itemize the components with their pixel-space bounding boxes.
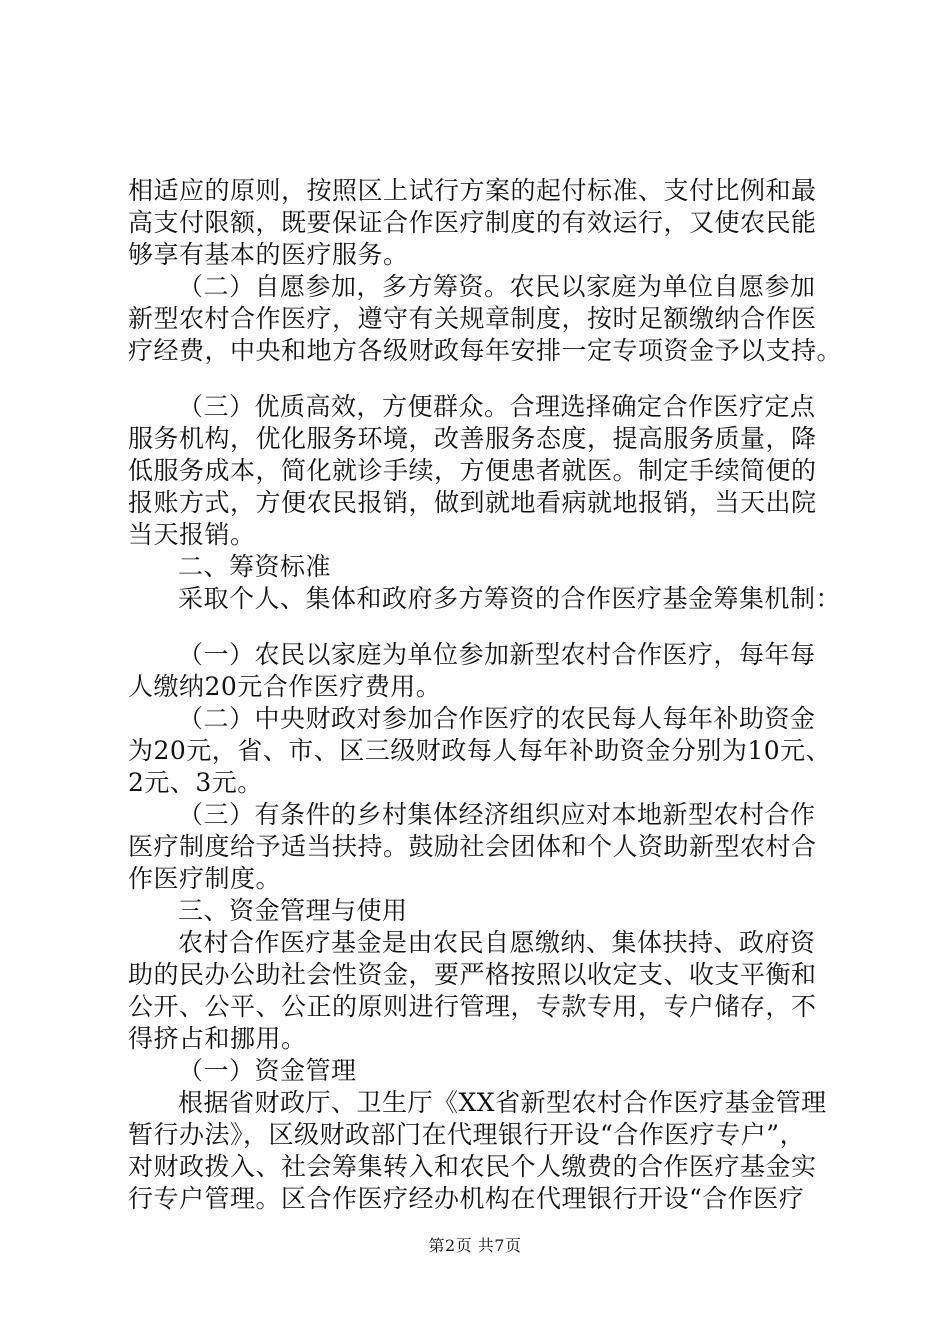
body-text-line: 暂行办法》，区级财政部门在代理银行开设“合作医疗专户”，	[128, 1120, 806, 1149]
paragraph-first-line: （一）农民以家庭为单位参加新型农村合作医疗，每年每	[178, 640, 816, 669]
body-text-line: 够享有基本的医疗服务。	[128, 240, 409, 269]
body-text-line: 疗经费，中央和地方各级财政每年安排一定专项资金予以支持。	[128, 336, 843, 365]
body-text-line: 服务机构，优化服务环境，改善服务态度，提高服务质量，降	[128, 424, 817, 453]
paragraph-first-line: 农村合作医疗基金是由农民自愿缴纳、集体扶持、政府资	[178, 928, 816, 957]
body-text-line: 作医疗制度。	[128, 864, 282, 893]
body-text-line: 为20元，省、市、区三级财政每人每年补助资金分别为10元、	[128, 736, 832, 765]
body-text-line: 高支付限额，既要保证合作医疗制度的有效运行，又使农民能	[128, 208, 817, 237]
body-text-line: 对财政拨入、社会筹集转入和农民个人缴费的合作医疗基金实	[128, 1152, 817, 1181]
paragraph-first-line: 采取个人、集体和政府多方筹资的合作医疗基金筹集机制：	[178, 584, 842, 613]
body-text-line: 新型农村合作医疗，遵守有关规章制度，按时足额缴纳合作医	[128, 304, 817, 333]
body-text-line: 助的民办公助社会性资金，要严格按照以收定支、收支平衡和	[128, 960, 817, 989]
subsection-heading: （一）资金管理	[178, 1056, 357, 1085]
paragraph-first-line: （二）自愿参加，多方筹资。农民以家庭为单位自愿参加	[178, 272, 816, 301]
paragraph-first-line: （三）有条件的乡村集体经济组织应对本地新型农村合作	[178, 800, 816, 829]
section-heading: 二、筹资标准	[178, 552, 332, 581]
body-text-line: 得挤占和挪用。	[128, 1024, 307, 1053]
body-text-line: 相适应的原则，按照区上试行方案的起付标准、支付比例和最	[128, 176, 817, 205]
body-text-line: 行专户管理。区合作医疗经办机构在代理银行开设“合作医疗	[128, 1184, 805, 1213]
paragraph-first-line: （三）优质高效，方便群众。合理选择确定合作医疗定点	[178, 392, 816, 421]
body-text-line: 报账方式，方便农民报销，做到就地看病就地报销，当天出院	[128, 488, 817, 517]
page-number-footer: 第2页 共7页	[428, 1236, 522, 1255]
body-text-line: 医疗制度给予适当扶持。鼓励社会团体和个人资助新型农村合	[128, 832, 817, 861]
body-text-line: 人缴纳20元合作医疗费用。	[128, 672, 442, 701]
paragraph-first-line: （二）中央财政对参加合作医疗的农民每人每年补助资金	[178, 704, 816, 733]
section-heading: 三、资金管理与使用	[178, 896, 408, 925]
body-text-line: 当天报销。	[128, 520, 256, 549]
paragraph-first-line: 根据省财政厅、卫生厅《XX省新型农村合作医疗基金管理	[178, 1088, 827, 1117]
body-text-line: 公开、公平、公正的原则进行管理，专款专用，专户储存，不	[128, 992, 817, 1021]
body-text-line: 低服务成本，简化就诊手续，方便患者就医。制定手续简便的	[128, 456, 817, 485]
body-text-line: 2元、3元。	[128, 768, 263, 797]
